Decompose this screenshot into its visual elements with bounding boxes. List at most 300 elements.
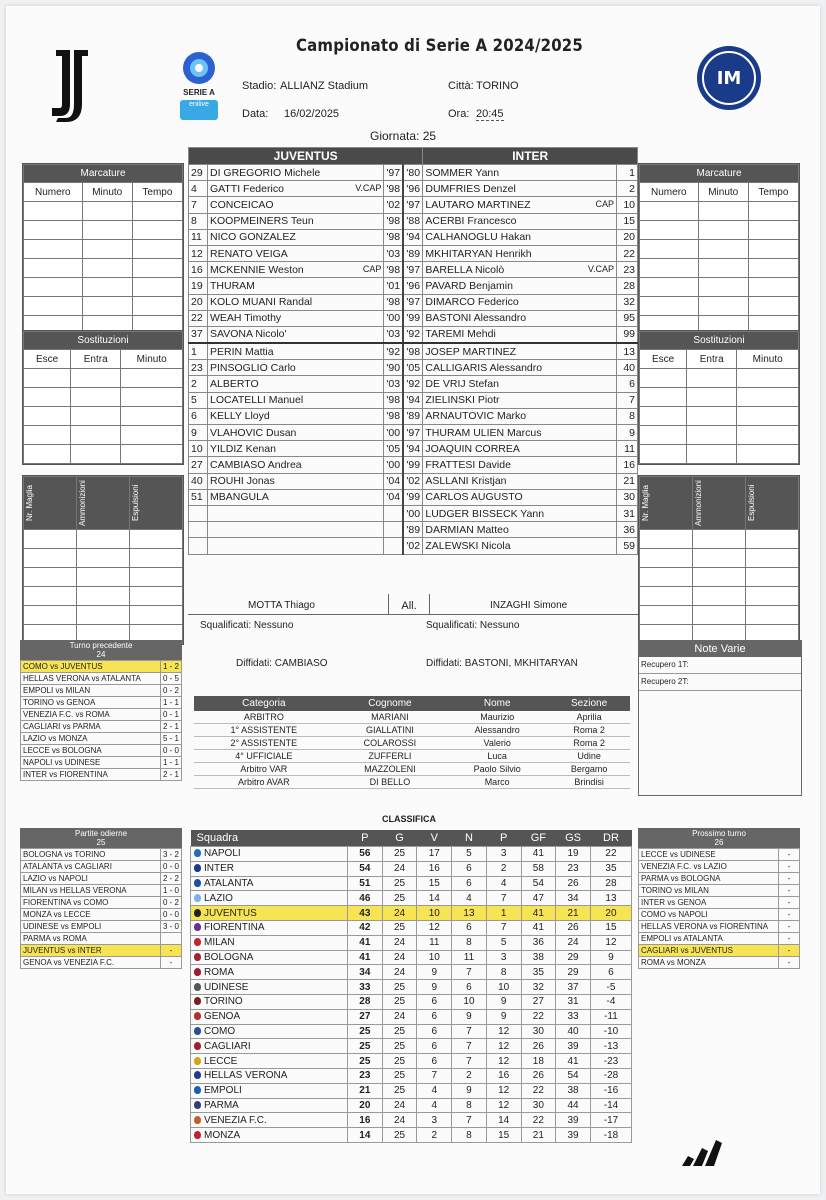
blank-cell[interactable] [130,587,183,606]
blank-cell[interactable] [640,240,699,259]
standings-value: 32 [521,980,556,995]
match-score: 2 - 1 [160,769,181,781]
home-player-number: 20 [189,294,208,310]
standings-value: 4 [417,1098,452,1113]
blank-cell[interactable] [748,297,798,316]
blank-cell[interactable] [693,568,746,587]
match-row [639,933,800,945]
blank-cell[interactable] [748,221,798,240]
blank-cell[interactable] [640,221,699,240]
match-teams: EMPOLI vs ATALANTA [639,933,779,945]
marcature-title: Marcature [24,165,183,183]
standings-value: 6 [590,965,631,980]
home-player-name: DI GREGORIO Michele [210,166,321,179]
standings-value: 58 [521,861,556,876]
standings-value: 25 [382,847,417,862]
away-player-number: 20 [617,229,638,245]
standings-col-header: Squadra [191,830,348,847]
referee-cell: Arbitro AVAR [194,776,334,789]
referee-cell: Roma 2 [548,724,630,737]
standings-value: 4 [417,1083,452,1098]
standings-value: 24 [382,965,417,980]
away-player-year: '92 [403,376,423,392]
referee-cell: Luca [446,750,548,763]
away-player-name: CALHANOGLU Hakan [425,231,531,244]
standings-value: 22 [521,1083,556,1098]
player-row [189,213,638,229]
referee-col-header: Categoria [194,696,334,711]
standings-value: 28 [590,876,631,891]
blank-cell[interactable] [640,549,693,568]
match-teams: EMPOLI vs MILAN [21,685,161,697]
blank-cell[interactable] [132,202,182,221]
away-player-cell [423,310,617,326]
team-crest-icon [194,938,201,946]
away-player-cell [423,262,617,278]
blank-cell[interactable] [687,407,737,426]
standings-value: 2 [486,861,521,876]
standings-value: 13 [452,906,487,921]
blank-cell[interactable] [640,426,687,445]
blank-cell[interactable] [24,445,71,464]
away-player-number: 21 [617,473,638,489]
blank-cell[interactable] [71,426,121,445]
standings-team-cell [191,1068,348,1083]
home-player-number: 16 [189,262,208,278]
standings-value: 41 [521,847,556,862]
blank-cell[interactable] [748,240,798,259]
cards-away [638,475,800,645]
blank-cell[interactable] [24,240,83,259]
blank-cell[interactable] [640,407,687,426]
home-player-number: 27 [189,457,208,473]
home-player-cell [208,522,384,538]
match-row [21,745,182,757]
blank-cell[interactable] [748,259,798,278]
blank-row [640,568,799,587]
home-player-cell [208,213,384,229]
blank-cell[interactable] [737,407,799,426]
match-row [21,685,182,697]
standings-team-cell [191,1039,348,1054]
team-crest-icon [194,983,201,991]
home-player-year: '04 [384,489,404,505]
blank-cell[interactable] [24,259,83,278]
standings-value: 25 [348,1039,383,1054]
match-row [21,873,182,885]
standings-team-cell [191,906,348,921]
blank-cell[interactable] [746,568,799,587]
player-row [189,376,638,392]
referee-cell: Bergamo [548,763,630,776]
blank-cell[interactable] [71,407,121,426]
blank-cell[interactable] [82,240,132,259]
away-player-year: '99 [403,310,423,326]
standings-value: 11 [452,950,487,965]
data-value: 16/02/2025 [284,108,340,120]
player-row [189,489,638,505]
blank-cell[interactable] [737,445,799,464]
match-row [639,873,800,885]
team-crest-icon [194,1116,201,1124]
match-teams: LECCE vs BOLOGNA [21,745,161,757]
blank-cell[interactable] [737,426,799,445]
match-score: - [160,957,181,969]
standings-value: 41 [348,950,383,965]
home-player-name: CONCEICAO [210,198,274,211]
away-player-year: '94 [403,229,423,245]
standings-value: 12 [486,1024,521,1039]
blank-cell[interactable] [121,407,183,426]
home-player-number: 40 [189,473,208,489]
player-row [189,392,638,408]
blank-cell[interactable] [77,587,130,606]
away-player-name: ARNAUTOVIC Marko [425,410,527,423]
standings-value: -5 [590,980,631,995]
blank-cell[interactable] [24,297,83,316]
home-player-cell [208,229,384,245]
match-score: 0 - 0 [160,745,181,757]
away-player-year: '97 [403,262,423,278]
blank-row [24,445,183,464]
home-player-year: '00 [384,457,404,473]
referee-cell: GIALLATINI [334,724,447,737]
standings-value: 25 [382,1024,417,1039]
standings-value: 7 [486,920,521,935]
standings-value: 51 [348,876,383,891]
blank-cell[interactable] [24,426,71,445]
blank-row [640,388,799,407]
blank-cell[interactable] [121,369,183,388]
match-row [639,945,800,957]
standings-value: 27 [521,994,556,1009]
standings-row [191,1098,632,1113]
blank-cell[interactable] [130,549,183,568]
standings-row [191,1113,632,1128]
blank-cell[interactable] [132,240,182,259]
home-player-year [384,505,404,521]
blank-cell[interactable] [737,369,799,388]
diffidati-away-value: BASTONI, MKHITARYAN [464,658,578,669]
stadio-label: Stadio: [242,80,277,92]
standings-value: 16 [417,861,452,876]
away-coach: INZAGHI Simone [490,600,568,611]
blank-cell[interactable] [693,530,746,549]
blank-cell[interactable] [71,388,121,407]
match-score: - [160,945,181,957]
home-player-number: 8 [189,213,208,229]
match-score: 1 - 1 [160,757,181,769]
blank-cell[interactable] [640,369,687,388]
squalificati-label: Squalificati: [200,620,252,631]
blank-cell[interactable] [640,530,693,549]
match-row [639,921,800,933]
standings-row [191,1054,632,1069]
col-tempo: Tempo [132,183,182,202]
match-teams: JUVENTUS vs INTER [21,945,161,957]
home-player-cell [208,294,384,310]
blank-cell[interactable] [82,202,132,221]
match-row [639,897,800,909]
blank-cell[interactable] [640,445,687,464]
blank-cell[interactable] [746,587,799,606]
blank-cell[interactable] [640,297,699,316]
player-row [189,457,638,473]
home-player-name: VLAHOVIC Dusan [210,426,297,439]
away-player-number: 95 [617,310,638,326]
citta-label: Città: [448,80,474,92]
away-player-number: 8 [617,408,638,424]
blank-cell[interactable] [77,568,130,587]
blank-cell[interactable] [748,278,798,297]
away-player-number: 36 [617,522,638,538]
blank-cell[interactable] [640,278,699,297]
giornata: Giornata: 25 [370,129,437,143]
blank-cell[interactable] [693,587,746,606]
juventus-logo [46,46,98,126]
blank-cell[interactable] [77,530,130,549]
blank-cell[interactable] [687,445,737,464]
blank-cell[interactable] [698,297,748,316]
blank-cell[interactable] [121,388,183,407]
blank-cell[interactable] [71,369,121,388]
blank-cell[interactable] [130,606,183,625]
blank-cell[interactable] [24,221,83,240]
referee-cell: COLAROSSI [334,737,447,750]
blank-cell[interactable] [130,530,183,549]
partite-odierne-title: Partite odierne [74,829,128,838]
away-player-name: ACERBI Francesco [425,215,517,228]
blank-cell[interactable] [746,549,799,568]
player-row [189,473,638,489]
away-player-cell [423,326,617,343]
match-teams: CAGLIARI vs JUVENTUS [639,945,779,957]
home-player-cell [208,165,384,181]
home-player-year: '01 [384,278,404,294]
blank-cell[interactable] [132,297,182,316]
blank-cell[interactable] [24,530,77,549]
match-score: 3 - 2 [160,849,181,861]
standings-value: 6 [417,1054,452,1069]
match-score: 2 - 1 [160,721,181,733]
blank-cell[interactable] [24,202,83,221]
blank-cell[interactable] [132,221,182,240]
match-teams: TORINO vs GENOA [21,697,161,709]
blank-cell[interactable] [24,407,71,426]
home-player-number [189,538,208,554]
standings-value: 41 [348,935,383,950]
match-score: 1 - 0 [160,885,181,897]
referee-cell: 4° UFFICIALE [194,750,334,763]
home-player-number: 10 [189,441,208,457]
blank-cell[interactable] [121,426,183,445]
standings-value: -28 [590,1068,631,1083]
match-row [21,661,182,673]
standings-row [191,876,632,891]
blank-cell[interactable] [77,606,130,625]
home-player-year: '00 [384,310,404,326]
player-row [189,294,638,310]
blank-cell[interactable] [640,606,693,625]
adidas-logo [678,1134,724,1168]
blank-cell[interactable] [82,278,132,297]
recupero-2t: Recupero 2T: [639,674,801,691]
match-score: 3 - 0 [160,921,181,933]
blank-cell[interactable] [121,445,183,464]
referee-row [194,763,630,776]
blank-cell[interactable] [698,221,748,240]
match-score: - [779,933,800,945]
home-player-cell [208,408,384,424]
standings-value: 25 [382,1039,417,1054]
away-player-number: 30 [617,489,638,505]
blank-cell[interactable] [640,568,693,587]
blank-cell[interactable] [693,606,746,625]
standings-value: 9 [452,1083,487,1098]
standings-row [191,920,632,935]
home-player-name: RENATO VEIGA [210,247,288,260]
blank-cell[interactable] [82,221,132,240]
blank-cell[interactable] [640,388,687,407]
away-player-number: 22 [617,245,638,261]
home-player-year: '04 [384,473,404,489]
standings-value: 29 [556,950,591,965]
home-player-number [189,522,208,538]
team-crest-icon [194,849,201,857]
blank-cell[interactable] [640,202,699,221]
blank-cell[interactable] [698,278,748,297]
match-teams: UDINESE vs EMPOLI [21,921,161,933]
blank-row [24,606,183,625]
blank-cell[interactable] [640,259,699,278]
home-player-number: 22 [189,310,208,326]
away-player-number: 28 [617,278,638,294]
standings-team-name: LAZIO [204,892,233,904]
blank-cell[interactable] [698,202,748,221]
blank-row [640,407,799,426]
standings-value: 10 [452,994,487,1009]
away-player-name: TAREMI Mehdi [425,328,496,341]
home-player-number: 2 [189,376,208,392]
recupero-1t: Recupero 1T: [639,657,801,674]
standings-value: 26 [556,876,591,891]
col-entra: Entra [687,350,737,369]
blank-cell[interactable] [77,549,130,568]
referee-cell: Alessandro [446,724,548,737]
col-espulsioni: Espulsioni [131,484,140,522]
standings-team-name: TORINO [204,996,243,1008]
col-nr-maglia: Nr. Maglia [641,485,650,522]
standings-value: -16 [590,1083,631,1098]
blank-cell[interactable] [24,549,77,568]
match-row [21,697,182,709]
player-row [189,441,638,457]
blank-cell[interactable] [748,202,798,221]
standings-col-header: DR [590,830,631,847]
standings-value: 33 [556,1009,591,1024]
away-player-number: 11 [617,441,638,457]
standings-value: 39 [556,1128,591,1143]
player-row [189,165,638,181]
away-player-number: 7 [617,392,638,408]
col-nr-maglia: Nr. Maglia [25,485,34,522]
blank-cell[interactable] [687,426,737,445]
away-player-number: 15 [617,213,638,229]
home-player-number: 19 [189,278,208,294]
away-player-name: CARLOS AUGUSTO [425,491,523,504]
home-player-cell [208,310,384,326]
blank-cell[interactable] [24,388,71,407]
blank-row [24,568,183,587]
blank-cell[interactable] [71,445,121,464]
blank-cell[interactable] [746,530,799,549]
blank-cell[interactable] [24,606,77,625]
blank-row [640,202,799,221]
standings-value: 6 [452,980,487,995]
blank-cell[interactable] [640,587,693,606]
standings-value: 6 [452,861,487,876]
standings-value: 8 [452,1128,487,1143]
blank-cell[interactable] [698,259,748,278]
marcature-title: Marcature [640,165,799,183]
blank-row [24,297,183,316]
standings-value: 38 [556,1083,591,1098]
home-player-number: 12 [189,245,208,261]
referee-cell: Valerio [446,737,548,750]
blank-cell[interactable] [130,568,183,587]
standings-value: -18 [590,1128,631,1143]
home-player-year: '98 [384,392,404,408]
standings-value: 33 [348,980,383,995]
player-row [189,538,638,554]
blank-cell[interactable] [24,278,83,297]
blank-cell[interactable] [746,606,799,625]
home-player-name: WEAH Timothy [210,312,282,325]
blank-cell[interactable] [82,297,132,316]
home-player-name: ALBERTO [210,378,259,391]
standings-team-cell [191,920,348,935]
blank-cell[interactable] [693,549,746,568]
away-player-name: BASTONI Alessandro [425,312,527,325]
blank-cell[interactable] [82,259,132,278]
home-player-number: 7 [189,197,208,213]
turno-precedente-title: Turno precedente [69,641,133,650]
blank-cell[interactable] [24,568,77,587]
standings-team-cell [191,1128,348,1143]
standings-value: 40 [556,1024,591,1039]
standings-value: 10 [486,980,521,995]
blank-cell[interactable] [24,369,71,388]
standings-value: 8 [452,1098,487,1113]
away-player-year: '02 [403,538,423,554]
blank-cell[interactable] [737,388,799,407]
blank-cell[interactable] [698,240,748,259]
blank-cell[interactable] [24,587,77,606]
home-player-cell [208,538,384,554]
blank-cell[interactable] [687,369,737,388]
standings-row [191,1009,632,1024]
standings-value: 1 [486,906,521,921]
partite-odierne [20,828,182,969]
away-player-year: '92 [403,326,423,343]
away-player-name: FRATTESI Davide [425,458,511,471]
diffidati-label: Diffidati: [426,658,462,669]
blank-cell[interactable] [132,278,182,297]
blank-cell[interactable] [132,259,182,278]
blank-cell[interactable] [687,388,737,407]
standings-value: 29 [556,965,591,980]
turno-precedente-header [20,640,182,660]
